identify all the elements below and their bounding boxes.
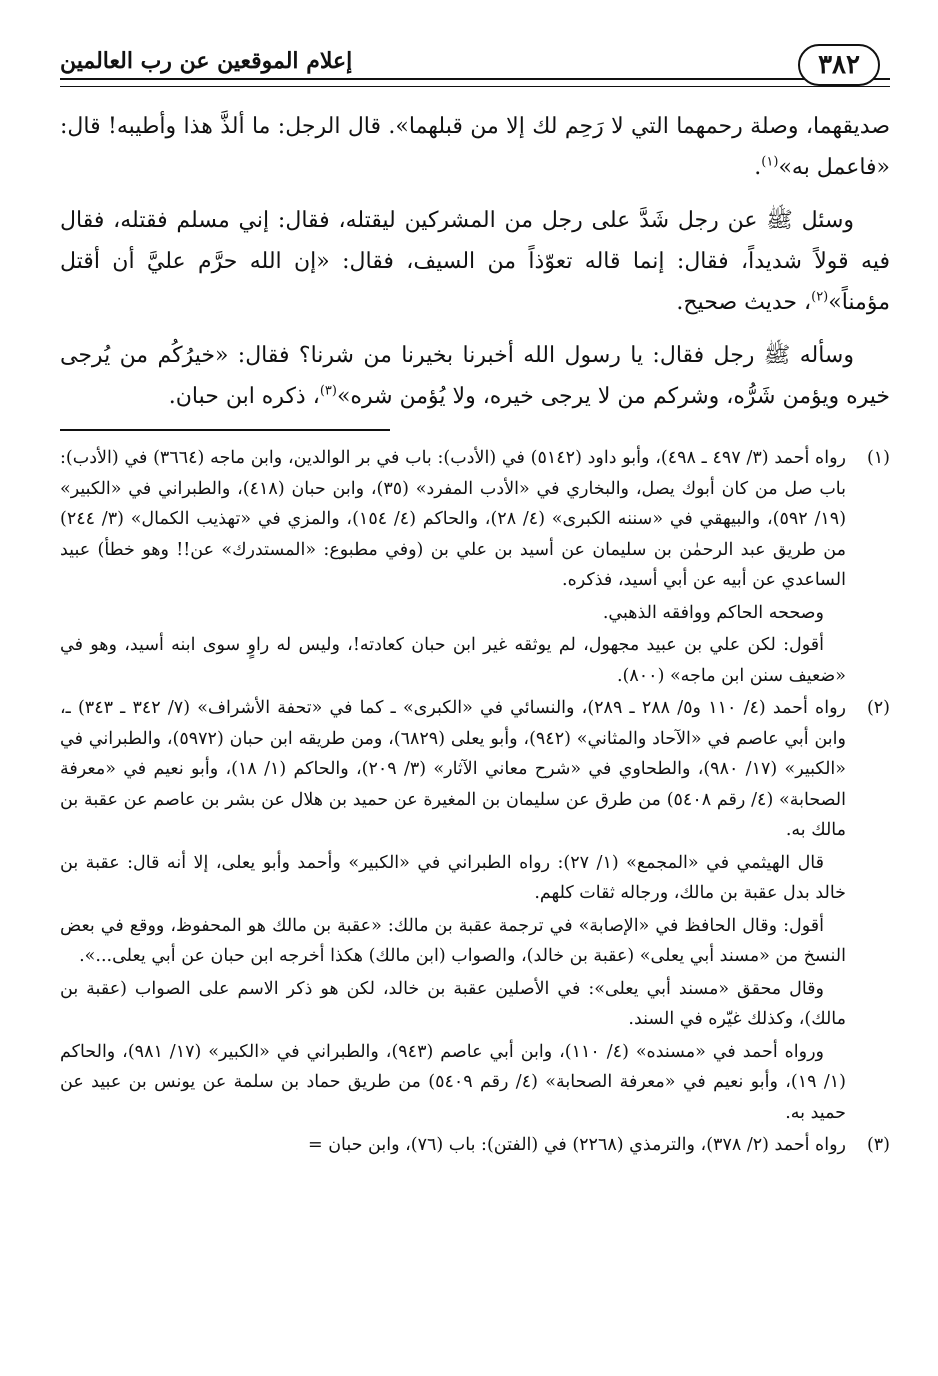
footnote-text: أقول: وقال الحافظ في «الإصابة» في ترجمة عقبة بن مالك: «عقبة بن مالك هو المحفوظ، ووقع في بعض النسخ من «مسند أبي يعلى» (عقبة بن خالد)، والصواب (ابن مالك) هكذا أخرجه ابن حبان عن أبي يعلى...». — [60, 915, 846, 966]
footnote-separator — [60, 429, 890, 431]
footnote-ref: (٢) — [811, 289, 829, 305]
footnote-text: رواه أحمد (٢/ ٣٧٨)، والترمذي (٢٢٦٨) في (الفتن): باب (٧٦)، وابن حبان = — [307, 1135, 846, 1155]
footnote-ref: (٣) — [319, 383, 337, 399]
paragraph: وسئل ﷺ عن رجل شَدَّ على رجل من المشركين ليقتله، فقال: إني مسلم فقتله، فقال فيه قولاً شديداً، فقال: إنما قاله تعوّذاً من السيف، فقال: «إن الله حرَّم عليَّ أن أقتل مؤمناً»$^{(٢)}$، حديث صحيح. — [60, 208, 890, 315]
footnote-text: قال الهيثمي في «المجمع» (١/ ٢٧): رواه الطبراني في «الكبير» وأحمد وأبو يعلى، إلا أنه قال: عقبة بن خالد بدل عقبة بن مالك، ورجاله ثقات كلهم. — [60, 852, 846, 903]
page-number: ٣٨٢ — [798, 44, 880, 86]
footnote-text: ورواه أحمد في «مسنده» (٤/ ١١٠)، وابن أبي عاصم (٩٤٣)، والطبراني في «الكبير» (١٧/ ٩٨١)، والحاكم (١/ ١٩)، وأبو نعيم في «معرفة الصحابة» (٤/ رقم ٥٤٠٩) من طريق حماد بن سلمة عن يونس بن عبيد عن حميد به. — [60, 1041, 846, 1123]
footnote-text: رواه أحمد (٤/ ١١٠ و٥/ ٢٨٨ ـ ٢٨٩)، والنسائي في «الكبرى» ـ كما في «تحفة الأشراف» (٧/ ٣٤٢ ـ ٣٤٣) ـ، وابن أبي عاصم في «الآحاد والمثاني» (٩٤٢)، وأبو يعلى (٦٨٢٩)، ومن طريقه ابن حبان (٥٩٧٢)، والطبراني في «الكبير» (١٧/ ٩٨٠)، والطحاوي في «شرح معاني الآثار» (٣/ ٢٠٩)، والحاكم (١/ ١٨)، وأبو نعيم في «معرفة الصحابة» (٤/ رقم ٥٤٠٨) من طرق عن سليمان بن المغيرة عن حميد بن هلال عن بشر بن عاصم عن عقبة بن مالك به. — [60, 698, 846, 840]
paragraph: وسأله ﷺ رجل فقال: يا رسول الله أخبرنا بخيرنا من شرنا؟ فقال: «خيرُكُم من يُرجى خيره ويؤمن شَرُّه، وشركم من لا يرجى خيره، ولا يُؤمن شره»$^{(٣)}$، ذكره ابن حبان. — [60, 343, 890, 409]
page — [60, 40, 890, 1360]
footnote-text: رواه أحمد (٣/ ٤٩٧ ـ ٤٩٨)، وأبو داود (٥١٤٢) في (الأدب): باب في بر الوالدين، وابن ماجه (٣٦٦٤) في (الأدب): باب صل من كان أبوك يصل، والبخاري في «الأدب المفرد» (٣٥)، وابن حبان (٤١٨)، والطبراني في «الكبير» (١٩/ ٥٩٢)، والبيهقي في «سننه الكبرى» (٤/ ٢٨)، والحاكم (٤/ ١٥٤)، والمزي في «تهذيب الكمال» (٣/ ٢٤٤) من طريق عبد الرحمٰن بن سليمان عن أسيد بن علي بن (وفي مطبوع: «المستدرك» عن!! وهو خطأ) عبيد الساعدي عن أبيه عن أبي أسيد، فذكره. — [60, 448, 847, 590]
footnote-number: (١) — [866, 448, 890, 468]
footnote-number: (٣) — [866, 1135, 890, 1155]
main-text — [60, 106, 890, 417]
footnote-text: وصححه الحاكم ووافقه الذهبي. — [602, 602, 824, 623]
running-title: إعلام الموقعين عن رب العالمين — [60, 48, 353, 74]
footnote-text: وقال محقق «مسند أبي يعلى»: في الأصلين عقبة بن خالد، لكن هو ذكر الاسم على الصواب (عقبة بن مالك)، وكذلك غيّره في السند. — [60, 978, 846, 1029]
footnote — [60, 693, 890, 1128]
header-rule — [60, 78, 890, 87]
footnote — [60, 443, 890, 691]
page-header — [60, 40, 890, 96]
footnotes — [60, 443, 890, 1161]
footnote-ref: (١) — [761, 154, 779, 170]
footnote-number: (٢) — [866, 698, 890, 718]
paragraph: صديقهما، وصلة رحمهما التي لا رَحِم لك إلا من قبلهما». قال الرجل: ما ألذَّ هذا وأطيبه! قال: «فاعمل به»$^{(١)}$. — [60, 114, 890, 180]
footnote-text: أقول: لكن علي بن عبيد مجهول، لم يوثقه غير ابن حبان كعادته!، وليس له راوٍ سوى ابنه أسيد، وهو في «ضعيف سنن ابن ماجه» (٨٠٠). — [60, 635, 846, 686]
footnote — [60, 1130, 890, 1161]
